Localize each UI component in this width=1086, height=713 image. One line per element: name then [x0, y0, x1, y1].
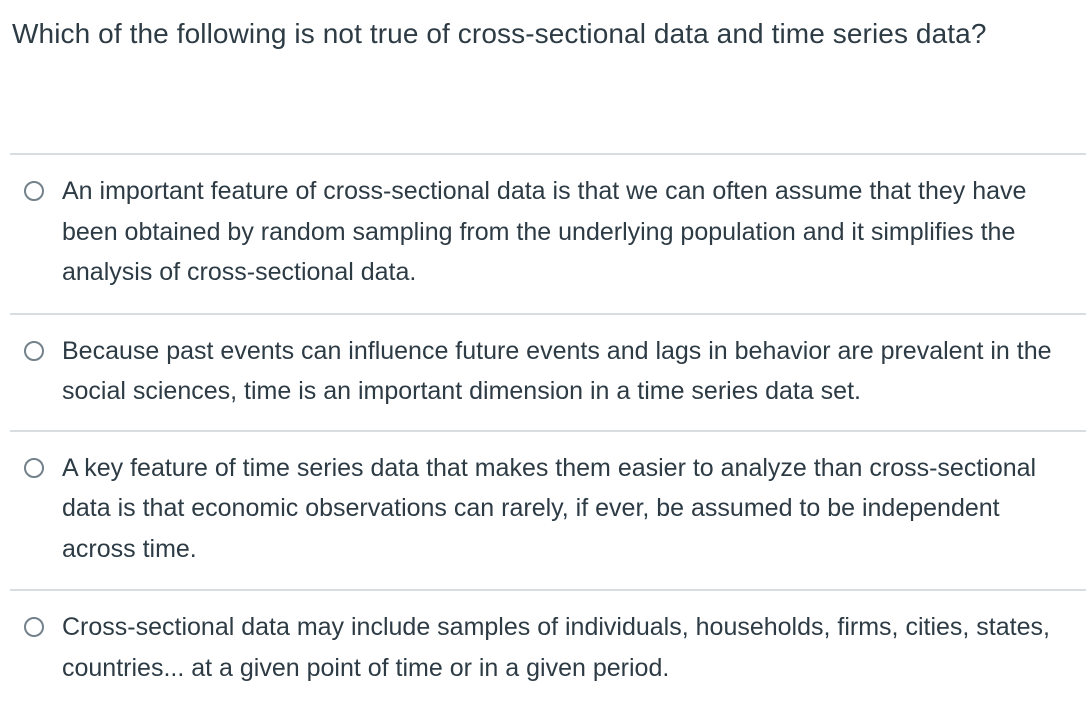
answer-option-3[interactable]	[10, 432, 1086, 590]
answer-option-2[interactable]	[10, 315, 1086, 430]
answer-option-label: A key feature of time series data that makes them easier to analyze than cross-sectional data is that economic observations can rarely, if ever, be assumed to be independent across time.	[62, 453, 1037, 563]
answer-option-1[interactable]	[10, 155, 1086, 313]
radio-unchecked-icon[interactable]	[24, 181, 44, 201]
question-text: Which of the following is not true of cross-sectional data and time series data?	[12, 18, 987, 49]
answer-list	[10, 153, 1086, 706]
answer-option-4[interactable]	[10, 591, 1086, 706]
answer-option-label: Because past events can influence future events and lags in behavior are prevalent in the social sciences, time is an important dimension in a time series data set.	[62, 336, 1052, 405]
radio-unchecked-icon[interactable]	[24, 341, 44, 361]
radio-unchecked-icon[interactable]	[24, 617, 44, 637]
answer-option-label: Cross-sectional data may include samples of individuals, households, firms, cities, states, countries... at a given point of time or in a given period.	[62, 613, 1050, 682]
radio-unchecked-icon[interactable]	[24, 458, 44, 478]
answer-option-label: An important feature of cross-sectional data is that we can often assume that they have been obtained by random sampling from the underlying population and it simplifies the analysis of cross-sectional data.	[62, 177, 1027, 286]
